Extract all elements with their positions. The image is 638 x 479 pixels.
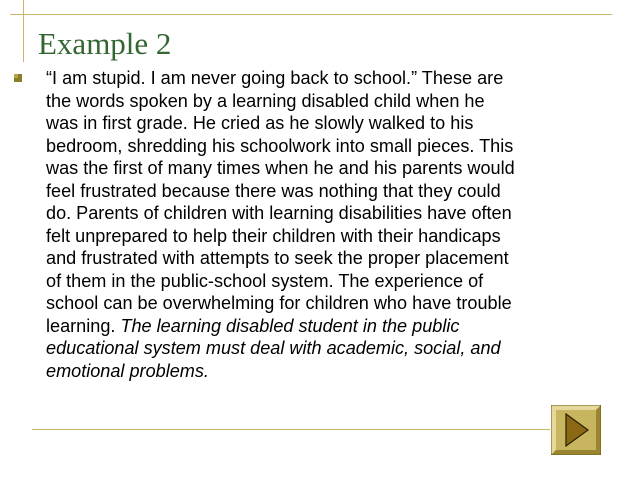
next-slide-button[interactable] xyxy=(551,405,601,455)
body-line-italic xyxy=(46,360,614,383)
decorative-top-rule xyxy=(10,14,612,15)
square-bullet-icon xyxy=(14,74,22,82)
body-line: of them in the public-school system. The experience of xyxy=(46,270,484,291)
slide-title: Example 2 xyxy=(38,26,172,61)
body-line xyxy=(46,315,614,338)
body-line-italic-part: The learning disabled student in the public xyxy=(120,315,460,336)
body-line: “I am stupid. I am never going back to school.” These are xyxy=(46,68,504,88)
body-line: felt unprepared to help their children with their handicaps xyxy=(46,225,501,246)
body-line: was in first grade. He cried as he slowly walked to his xyxy=(46,113,474,133)
italic-text: educational system must deal with academic, social, and xyxy=(46,338,501,358)
body-line: was the first of many times when he and his parents would xyxy=(46,158,515,178)
body-line: bedroom, shredding his schoolwork into small pieces. This xyxy=(46,135,514,156)
body-line: the words spoken by a learning disabled child when he xyxy=(46,90,485,111)
body-line-plain-part: learning. xyxy=(46,315,121,336)
decorative-bottom-rule xyxy=(32,429,550,430)
body-line: do. Parents of children with learning disabilities have often xyxy=(46,203,512,223)
decorative-vertical-rule xyxy=(23,0,24,62)
body-line: and frustrated with attempts to seek the proper placement xyxy=(46,248,509,268)
body-line-italic xyxy=(46,337,614,360)
italic-text: emotional problems. xyxy=(46,360,209,381)
body-line: feel frustrated because there was nothing that they could xyxy=(46,180,501,201)
body-line: school can be overwhelming for children who have trouble xyxy=(46,293,512,313)
slide-body-text xyxy=(46,67,614,382)
